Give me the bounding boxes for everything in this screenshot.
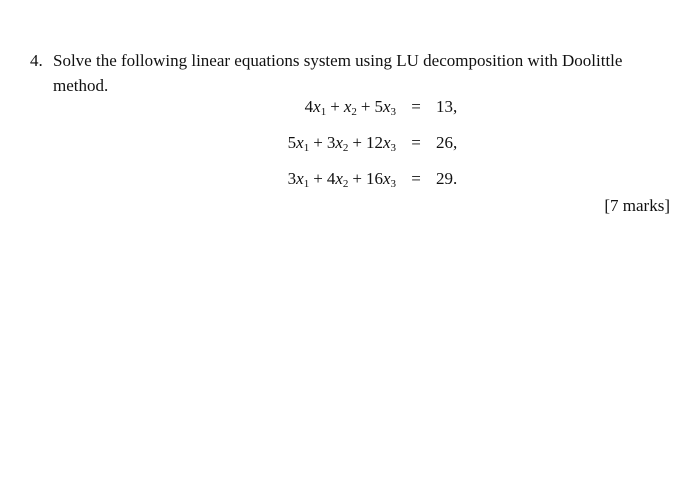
equals-sign: = — [411, 133, 421, 152]
equation-rhs: 13, — [436, 97, 458, 116]
plus-operator: + — [313, 169, 323, 188]
equation-system — [200, 97, 500, 205]
coefficient: 5 — [287, 133, 297, 152]
equation-rhs: 29. — [436, 169, 458, 188]
variable: x — [335, 133, 343, 152]
question-number: 4. — [30, 51, 43, 70]
coefficient: 4 — [326, 169, 336, 188]
equals-sign: = — [411, 169, 421, 188]
variable: x — [382, 133, 391, 152]
equation-row-1 — [200, 97, 500, 133]
coefficient: 12 — [365, 133, 383, 152]
subscript: 3 — [390, 178, 396, 190]
equation-lhs — [200, 133, 396, 153]
question-text-line-1: Solve the following linear equations system using LU decomposition with Doolittle — [53, 51, 623, 70]
equation-row-3 — [200, 169, 500, 205]
equation-rhs: 26, — [436, 133, 458, 152]
subscript: 2 — [342, 142, 349, 154]
plus-operator: + — [360, 97, 371, 116]
subscript: 1 — [320, 106, 327, 118]
coefficient: 3 — [326, 133, 336, 152]
coefficient: 16 — [365, 169, 383, 188]
coefficient: 5 — [374, 97, 383, 116]
variable: x — [382, 169, 391, 188]
equation-row-2 — [200, 133, 500, 169]
plus-operator: + — [352, 169, 362, 188]
question-line-1 — [30, 48, 675, 73]
coefficient: 4 — [304, 97, 314, 116]
question-block — [30, 48, 675, 98]
variable: x — [313, 97, 321, 116]
question-indent — [30, 73, 53, 98]
plus-operator: + — [313, 133, 323, 152]
plus-operator: + — [330, 97, 340, 116]
equation-lhs — [200, 169, 396, 189]
subscript: 2 — [351, 106, 357, 118]
question-line-2 — [30, 73, 675, 98]
variable: x — [296, 169, 304, 188]
subscript: 3 — [390, 142, 396, 154]
plus-operator: + — [352, 133, 362, 152]
question-text-line-2: method. — [53, 76, 109, 95]
subscript: 3 — [390, 106, 396, 118]
subscript: 1 — [303, 178, 310, 190]
variable: x — [335, 169, 343, 188]
equation-lhs — [200, 97, 396, 117]
variable: x — [343, 97, 352, 116]
coefficient: 3 — [287, 169, 297, 188]
subscript: 2 — [342, 178, 349, 190]
subscript: 1 — [303, 142, 310, 154]
variable: x — [296, 133, 304, 152]
variable: x — [382, 97, 391, 116]
equals-sign: = — [411, 97, 421, 116]
marks-label: [7 marks] — [604, 196, 670, 215]
